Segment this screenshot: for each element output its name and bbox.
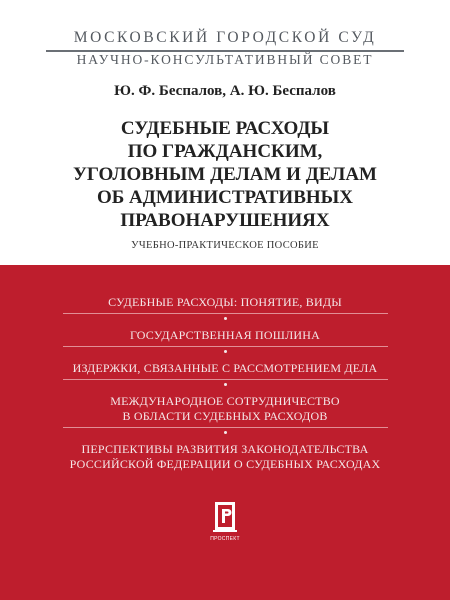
topic-divider — [63, 313, 388, 314]
topic-line: ПЕРСПЕКТИВЫ РАЗВИТИЯ ЗАКОНОДАТЕЛЬСТВА — [81, 442, 369, 456]
topic-item — [0, 394, 450, 424]
org-name-court: МОСКОВСКИЙ ГОРОДСКОЙ СУД — [73, 29, 377, 46]
topic-line: В ОБЛАСТИ СУДЕБНЫХ РАСХОДОВ — [122, 409, 328, 423]
title-line: ОБ АДМИНИСТРАТИВНЫХ — [96, 187, 354, 208]
publisher-name: ПРОСПЕКТ — [210, 536, 240, 542]
topic-line: РОССИЙСКОЙ ФЕДЕРАЦИИ О СУДЕБНЫХ РАСХОДАХ — [69, 457, 381, 471]
title-line: СУДЕБНЫЕ РАСХОДЫ — [120, 118, 330, 139]
book-authors: Ю. Ф. Беспалов, А. Ю. Беспалов — [114, 83, 336, 99]
topic-divider — [63, 427, 388, 428]
logo-mark — [204, 500, 246, 536]
title-line: ПРАВОНАРУШЕНИЯХ — [120, 210, 330, 231]
title-line: УГОЛОВНЫМ ДЕЛАМ И ДЕЛАМ — [72, 164, 377, 185]
divider-dot-icon — [224, 431, 227, 434]
divider-dot-icon — [224, 383, 227, 386]
book-title — [0, 117, 450, 232]
topic-line: СУДЕБНЫЕ РАСХОДЫ: ПОНЯТИЕ, ВИДЫ — [108, 295, 342, 309]
topic-item — [0, 295, 450, 310]
topic-divider — [63, 379, 388, 380]
cover-top-section — [0, 0, 450, 265]
divider-dot-icon — [224, 350, 227, 353]
divider-dot-icon — [224, 317, 227, 320]
topic-line: МЕЖДУНАРОДНОЕ СОТРУДНИЧЕСТВО — [110, 394, 340, 408]
topic-line: ГОСУДАРСТВЕННАЯ ПОШЛИНА — [129, 328, 321, 342]
book-subtitle: УЧЕБНО-ПРАКТИЧЕСКОЕ ПОСОБИЕ — [131, 240, 319, 251]
topic-item — [0, 442, 450, 472]
topic-line: ИЗДЕРЖКИ, СВЯЗАННЫЕ С РАССМОТРЕНИЕМ ДЕЛА — [72, 361, 378, 375]
title-line: ПО ГРАЖДАНСКИМ, — [127, 141, 323, 162]
cover-red-section — [0, 265, 450, 600]
topic-divider — [63, 346, 388, 347]
topic-item — [0, 328, 450, 343]
topic-list — [0, 295, 450, 472]
org-name-council: НАУЧНО-КОНСУЛЬТАТИВНЫЙ СОВЕТ — [76, 52, 374, 67]
topic-item — [0, 361, 450, 376]
prospekt-book-logo-icon — [204, 500, 246, 548]
